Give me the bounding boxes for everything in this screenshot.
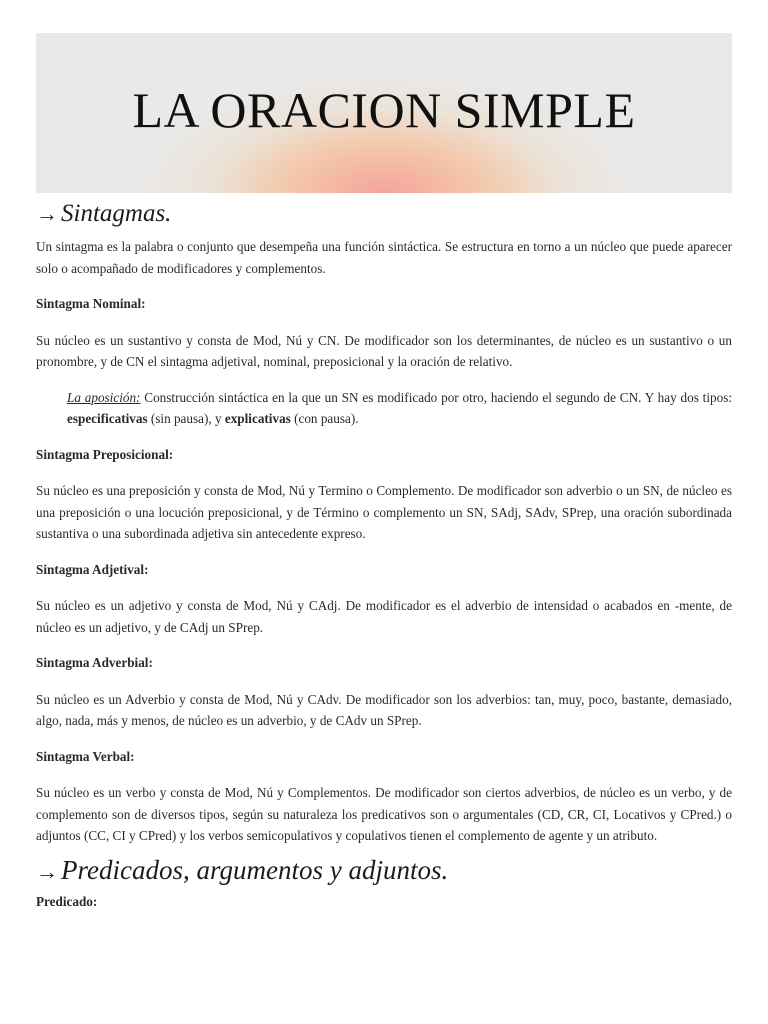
paragraph-nominal: Su núcleo es un sustantivo y consta de Mod, Nú y CN. De modificador son los determinantes, de núcleo es un sustantivo o un pronombre, y de CN el sintagma adjetival, nominal, preposicional y la oración de relativo. <box>36 332 732 369</box>
arrow-icon: → <box>36 858 58 884</box>
subheading-verbal: Sintagma Verbal: <box>36 748 135 764</box>
aposicion-text: (sin pausa), y <box>147 411 225 426</box>
aposicion-especificativas: especificativas <box>67 411 148 426</box>
aposicion-label: La aposición: <box>67 389 141 405</box>
aposicion-explicativas: explicativas <box>224 411 291 426</box>
subheading-adverbial: Sintagma Adverbial: <box>36 655 153 670</box>
aposicion-text: (con pausa). <box>290 411 359 426</box>
paragraph-preposicional: Su núcleo es una preposición y consta de Mod, Nú y Termino o Complemento. De modificador son adverbio o un SN, de núcleo es una preposición o una locución preposicional, y de Término o complemento un SN, SAdj, SAdv, SPrep, una oración subordinada sustantiva o una subordinada adjetiva sin antecedente expreso. <box>36 483 732 541</box>
section-heading-predicados <box>36 851 732 889</box>
section-heading-sintagmas <box>36 196 732 232</box>
title-banner <box>36 33 732 193</box>
subheading-nominal: Sintagma Nominal: <box>36 296 146 311</box>
subheading-preposicional: Sintagma Preposicional: <box>36 446 174 462</box>
section-heading-text: Sintagmas. <box>61 200 172 227</box>
paragraph-verbal: Su núcleo es un verbo y consta de Mod, Nú y Complementos. De modificador son ciertos adverbios, de núcleo es un verbo, y de complemento son de diversos tipos, según su naturaleza los predicativos son o argumentales (CD, CR, CI, Locativos y CPred.) o adjuntos (CC, CI y CPred) y los verbos semicopulativos y copulativos tienen el complemento de agente y un atributo. <box>36 785 732 843</box>
document-content <box>36 196 732 912</box>
arrow-icon: → <box>36 201 58 226</box>
section-heading-text: Predicados, argumentos y adjuntos. <box>61 854 449 885</box>
aposicion-text: Construcción sintáctica en la que un SN es modificado por otro, haciendo el segundo de CN. Y hay dos tipos: <box>140 389 732 405</box>
paragraph-aposicion <box>67 387 732 430</box>
subheading-adjetival: Sintagma Adjetival: <box>36 561 149 577</box>
page-title: LA ORACION SIMPLE <box>132 82 636 138</box>
sintagma-intro: Un sintagma es la palabra o conjunto que desempeña una función sintáctica. Se estructura en torno a un núcleo que puede aparecer solo o acompañado de modificadores y complementos. <box>36 239 732 276</box>
paragraph-adverbial: Su núcleo es un Adverbio y consta de Mod, Nú y CAdv. De modificador son los adverbios: tan, muy, poco, bastante, demasiado, algo, nada, más y menos, de núcleo es un adverbio, y de CAdv un SPrep. <box>36 691 732 728</box>
subheading-predicado: Predicado: <box>36 893 98 909</box>
paragraph-adjetival: Su núcleo es un adjetivo y consta de Mod, Nú y CAdj. De modificador es el adverbio de intensidad o acabados en -mente, de núcleo es un adjetivo, y de CAdj un SPrep. <box>36 598 732 635</box>
